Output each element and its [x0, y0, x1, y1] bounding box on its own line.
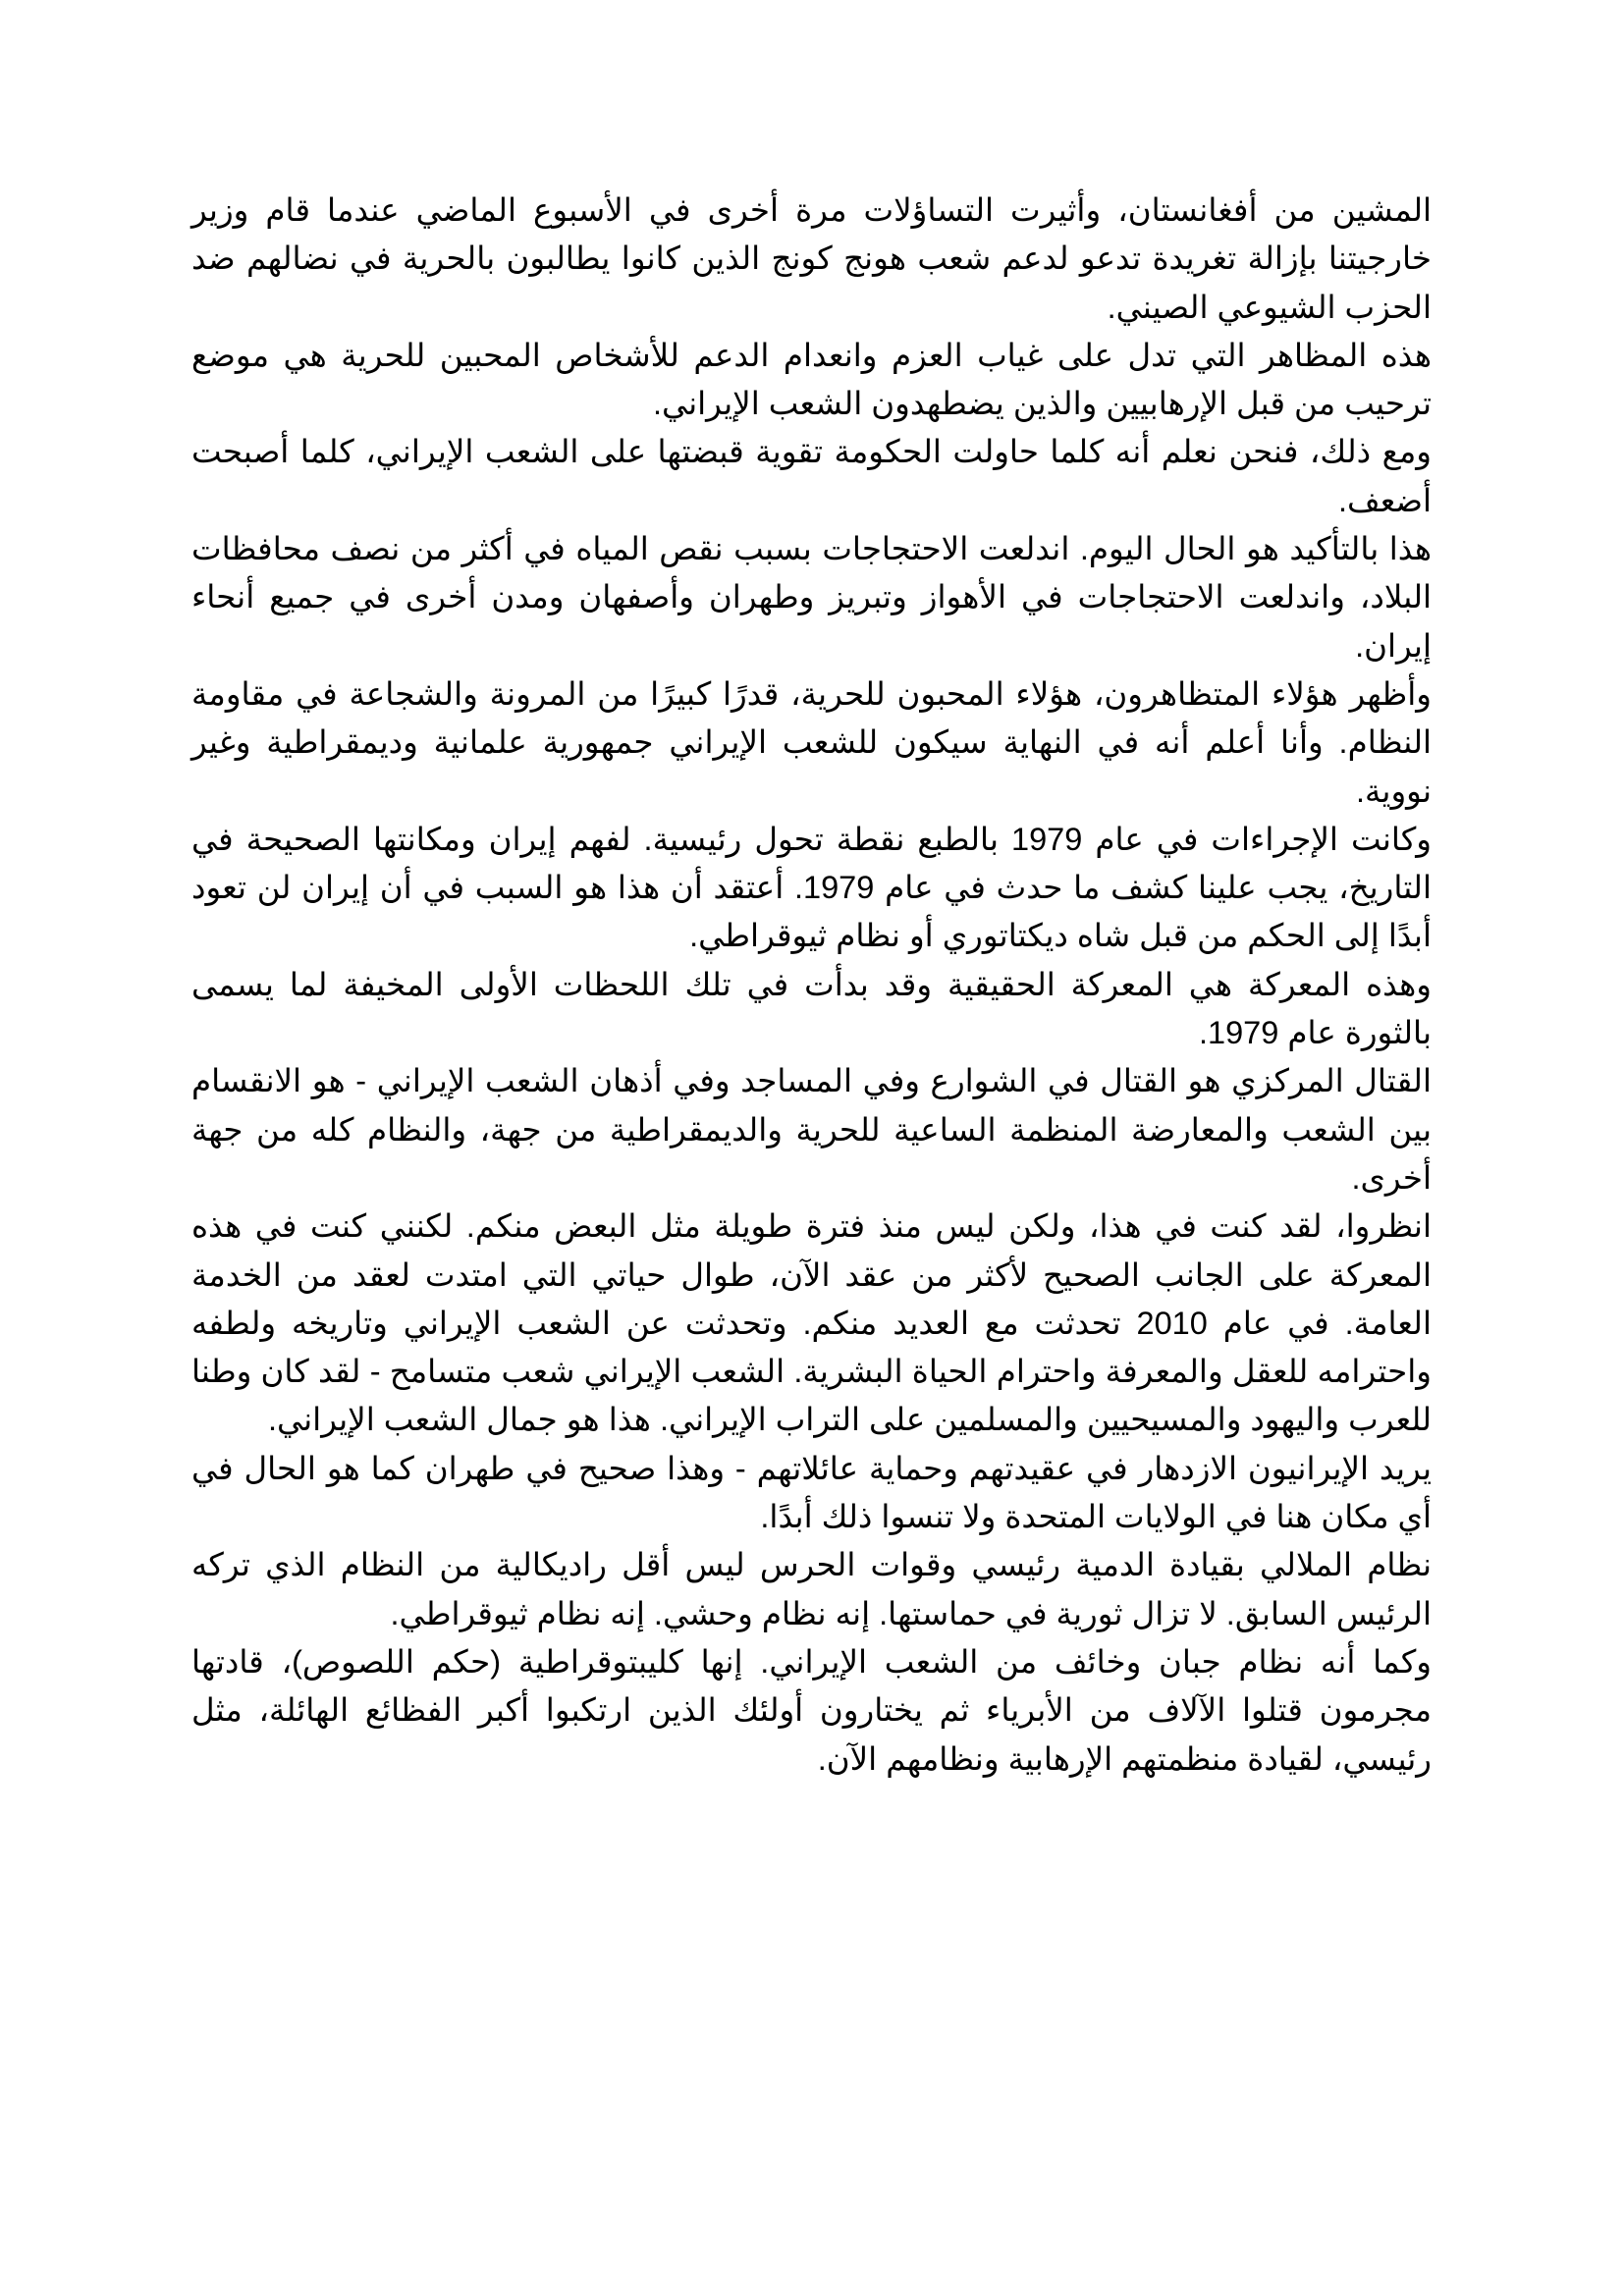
paragraph: القتال المركزي هو القتال في الشوارع وفي المساجد وفي أذهان الشعب الإيراني - هو الانقسام بين الشعب والمعارضة المنظمة الساعية للحرية والديمقراطية من جهة، والنظام كله من جهة أخرى. — [191, 1063, 1432, 1196]
paragraph: هذه المظاهر التي تدل على غياب العزم وانعدام الدعم للأشخاص المحبين للحرية هي موضع ترحيب من قبل الإرهابيين والذين يضطهدون الشعب الإيراني. — [191, 337, 1432, 422]
paragraph: هذا بالتأكيد هو الحال اليوم. اندلعت الاحتجاجات بسبب نقص المياه في أكثر من نصف محافظات البلاد، واندلعت الاحتجاجات في الأهواز وتبريز وطهران وأصفهان ومدن أخرى في جميع أنحاء إيران. — [191, 531, 1432, 664]
paragraph: وهذه المعركة هي المعركة الحقيقية وقد بدأت في تلك اللحظات الأولى المخيفة لما يسمى بالثورة عام 1979. — [191, 966, 1432, 1051]
paragraph: يريد الإيرانيون الازدهار في عقيدتهم وحماية عائلاتهم - وهذا صحيح في طهران كما هو الحال في أي مكان هنا في الولايات المتحدة ولا تنسوا ذلك أبدًا. — [191, 1450, 1432, 1535]
document-body — [191, 187, 1432, 1784]
paragraph: ومع ذلك، فنحن نعلم أنه كلما حاولت الحكومة تقوية قبضتها على الشعب الإيراني، كلما أصبحت أضعف. — [191, 434, 1432, 518]
paragraph: وكانت الإجراءات في عام 1979 بالطبع نقطة تحول رئيسية. لفهم إيران ومكانتها الصحيحة في التاريخ، يجب علينا كشف ما حدث في عام 1979. أعتقد أن هذا هو السبب في أن إيران لن تعود أبدًا إلى الحكم من قبل شاه ديكتاتوري أو نظام ثيوقراطي. — [191, 821, 1432, 954]
paragraph: وكما أنه نظام جبان وخائف من الشعب الإيراني. إنها كليبتوقراطية (حكم اللصوص)، قادتها مجرمون قتلوا الآلاف من الأبرياء ثم يختارون أولئك الذين ارتكبوا أكبر الفظائع الهائلة، مثل رئيسي، لقيادة منظمتهم الإرهابية ونظامهم الآن. — [191, 1643, 1432, 1777]
paragraph: نظام الملالي بقيادة الدمية رئيسي وقوات الحرس ليس أقل راديكالية من النظام الذي تركه الرئيس السابق. لا تزال ثورية في حماستها. إنه نظام وحشي. إنه نظام ثيوقراطي. — [191, 1547, 1432, 1631]
paragraph: وأظهر هؤلاء المتظاهرون، هؤلاء المحبون للحرية، قدرًا كبيرًا من المرونة والشجاعة في مقاومة النظام. وأنا أعلم أنه في النهاية سيكون للشعب الإيراني جمهورية علمانية وديمقراطية وغير نووية. — [191, 675, 1432, 809]
paragraph: انظروا، لقد كنت في هذا، ولكن ليس منذ فترة طويلة مثل البعض منكم. لكنني كنت في هذه المعركة على الجانب الصحيح لأكثر من عقد الآن، طوال حياتي التي امتدت لعقد من الخدمة العامة. في عام 2010 تحدثت مع العديد منكم. وتحدثت عن الشعب الإيراني وتاريخه ولطفه واحترامه للعقل والمعرفة واحترام الحياة البشرية. الشعب الإيراني شعب متسامح - لقد كان وطنا للعرب واليهود والمسيحيين والمسلمين على التراب الإيراني. هذا هو جمال الشعب الإيراني. — [191, 1208, 1432, 1438]
paragraph: المشين من أفغانستان، وأثيرت التساؤلات مرة أخرى في الأسبوع الماضي عندما قام وزير خارجيتنا بإزالة تغريدة تدعو لدعم شعب هونج كونج الذين كانوا يطالبون بالحرية في نضالهم ضد الحزب الشيوعي الصيني. — [191, 192, 1432, 325]
